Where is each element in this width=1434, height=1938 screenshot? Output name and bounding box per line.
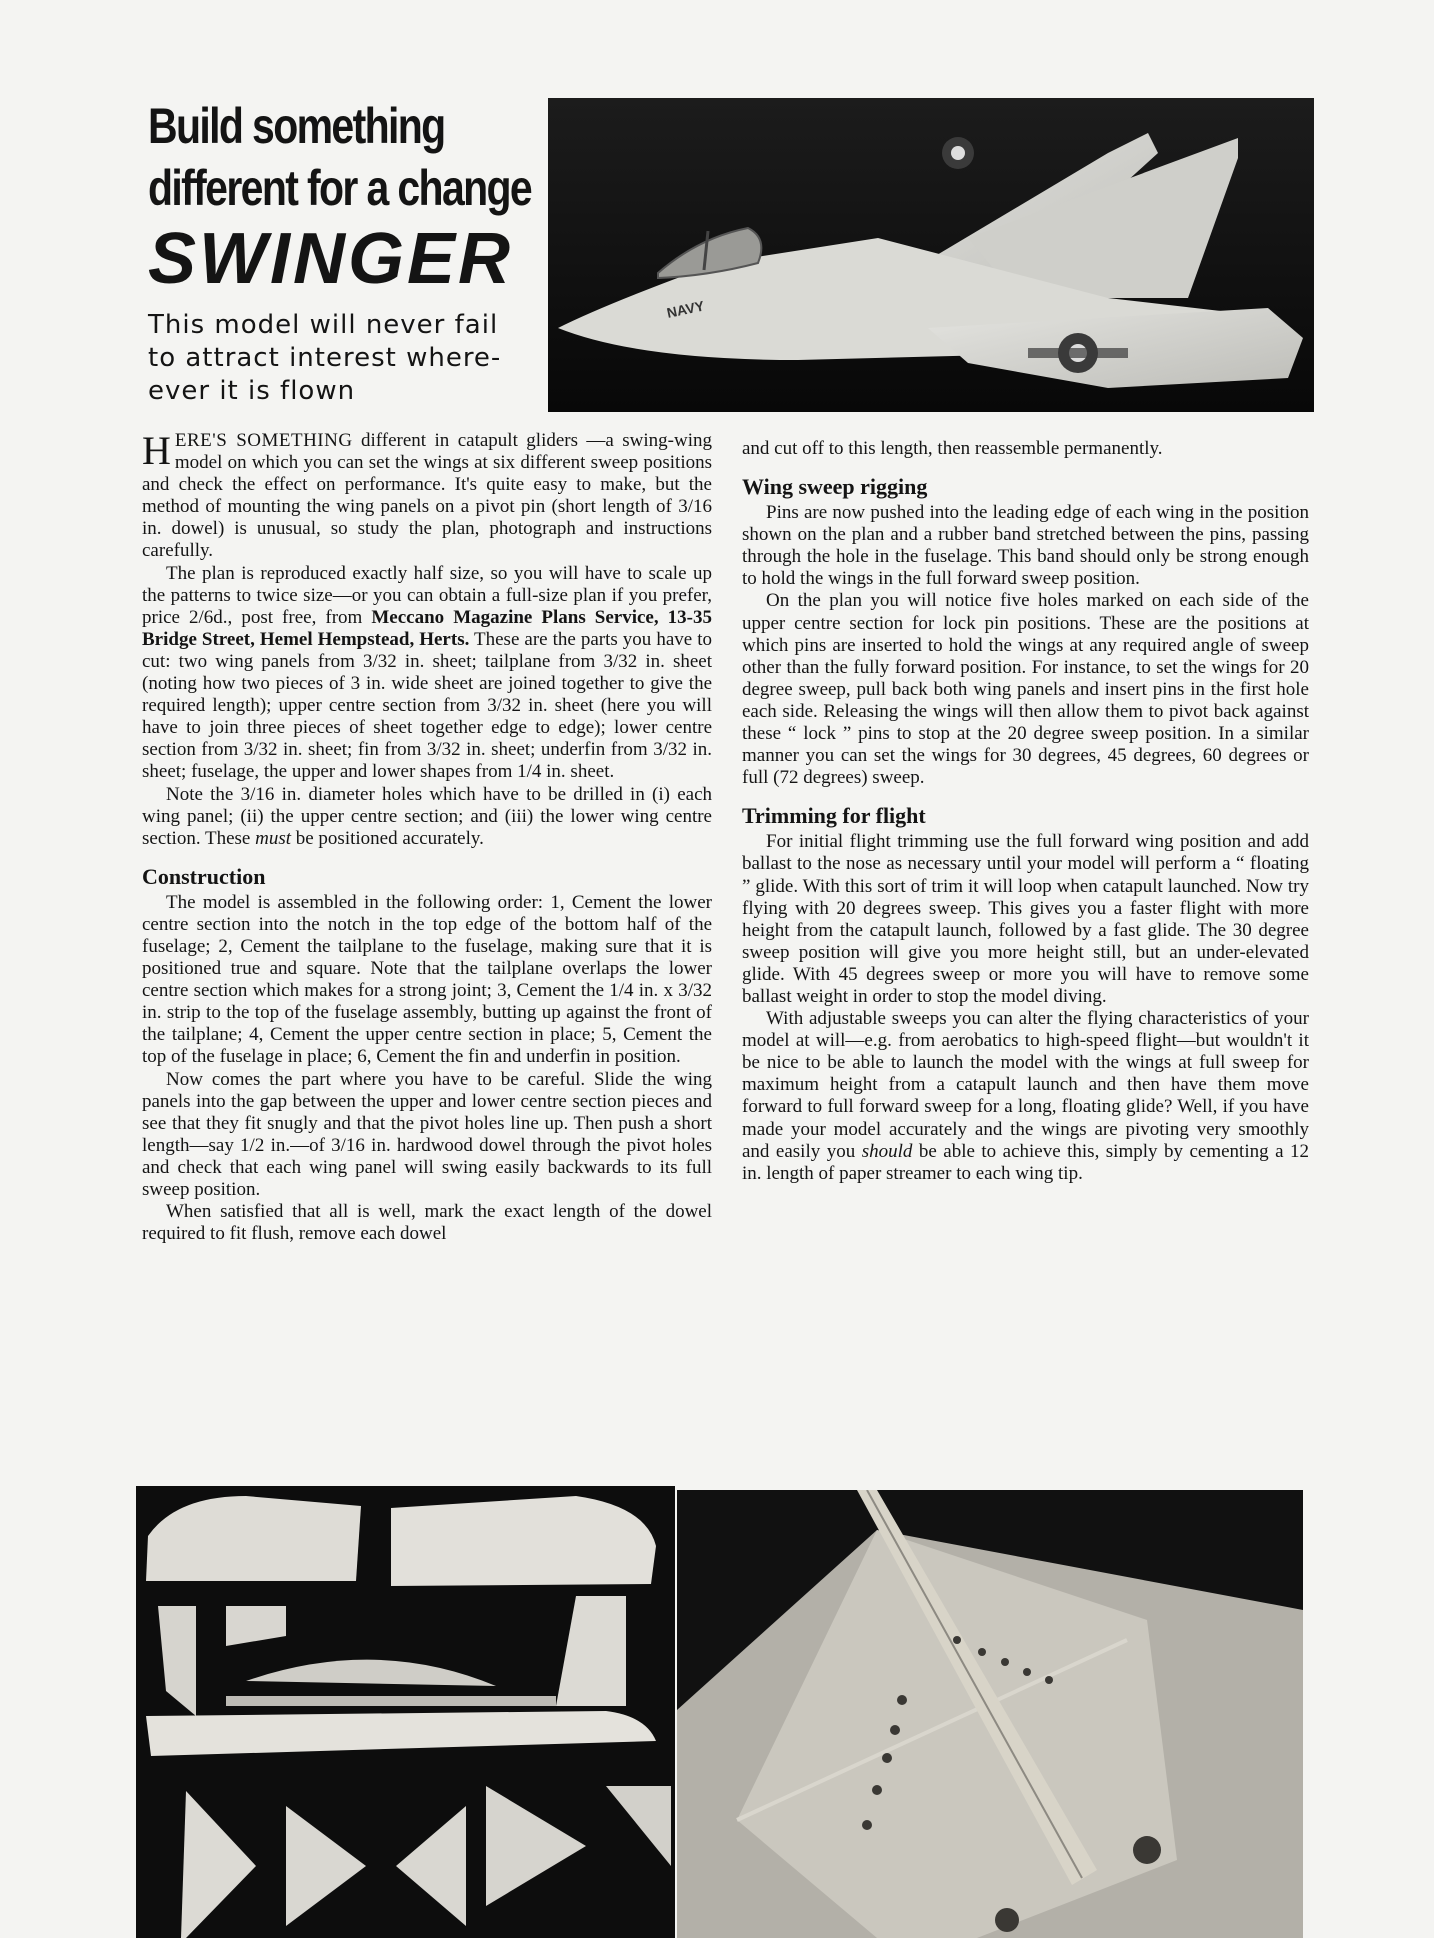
paragraph: Note the 3/16 in. diameter holes which have to be drilled in (i) each wing panel; (ii) the upper centre section; and (iii) the lower wing centre section. These must be positioned accurately. xyxy=(142,783,712,849)
drop-cap: H xyxy=(142,428,171,473)
cut-parts-photo xyxy=(136,1486,675,1938)
navy-marking: NAVY xyxy=(665,297,706,321)
paragraph: With adjustable sweeps you can alter the flying characteristics of your model at will—e.g. from aerobatics to high-speed flight—but wouldn't it be nice to be able to launch the model with the wings at full sweep for maximum height from a catapult launch and then have them move forward to full forward sweep for a long, floating glide? Well, if you have made your model accurately and the wings are pivoting very smoothly and easily you should be able to achieve this, simply by cementing a 12 in. length of paper streamer to each wing tip. xyxy=(742,1008,1309,1184)
paragraph: Pins are now pushed into the leading edge of each wing in the position shown on the plan and a rubber band stretched between the pins, passing through the hole in the fuselage. This band should only be strong enough to hold the wings in the full forward sweep position. xyxy=(742,502,1309,590)
wing-pivot-closeup-photo xyxy=(677,1490,1303,1938)
paragraph: The model is assembled in the following order: 1, Cement the lower centre section into the notch in the top edge of the bottom half of the fuselage; 2, Cement the tailplane to the fuselage, making sure that it is positioned true and square. Note that the tailplane overlaps the lower centre section which makes for a strong joint; 3, Cement the 1/4 in. x 3/32 in. strip to the top of the fuselage assembly, butting up against the front of the tailplane; 4, Cement the upper centre section in place; 5, Cement the top of the fuselage in place; 6, Cement the fin and underfin in position. xyxy=(142,891,712,1068)
heading-trimming-for-flight: Trimming for flight xyxy=(742,803,926,829)
intro-line: This model will never fail xyxy=(148,310,499,340)
paragraph: HERE'S SOMETHING different in catapult gliders —a swing-wing model on which you can set the wings at six different sweep positions and check the effect on performance. It's quite easy to make, but the method of mounting the wing panels on a pivot pin (short length of 3/16 in. dowel) is unusual, so study the plan, photograph and instructions carefully. xyxy=(142,428,713,562)
article-title: SWINGER xyxy=(148,219,514,299)
intro-line: to attract interest where- xyxy=(148,343,502,373)
headline-line-2: different for a change xyxy=(148,160,532,216)
plans-service-address: Meccano Magazine Plans Service, 13-35 Bridge Street, Hemel Hempstead, Herts. xyxy=(142,606,712,650)
heading-wing-sweep-rigging: Wing sweep rigging xyxy=(742,474,928,500)
headline-block xyxy=(148,95,540,408)
headline-line-1: Build something xyxy=(148,98,445,154)
column-left xyxy=(142,430,712,1245)
intro-text xyxy=(148,309,540,408)
paragraph: For initial flight trimming use the full forward wing position and add ballast to the nose as necessary until your model will perform a “ floating ” glide. With this sort of trim it will loop when catapult launched. Now try flying with 20 degrees sweep. This gives you a faster flight with more height from the catapult launch, followed by a fast glide. The 30 degree sweep position will give you more height still, but an under-elevated glide. With 45 degrees sweep or more you will have to remove some ballast weight in order to stop the model diving. xyxy=(742,831,1309,1007)
paragraph: The plan is reproduced exactly half size, so you will have to scale up the patterns to twice size—or you can obtain a full-size plan if you prefer, price 2/6d., post free, from Meccano Magazine Plans Service, 13-35 Bridge Street, Hemel Hempstead, Herts. These are the parts you have to cut: two wing panels from 3/32 in. sheet; tailplane from 3/32 in. sheet (noting how two pieces of 3 in. wide sheet are joined together to give the required length); upper centre section from 3/32 in. sheet (here you will have to join three pieces of sheet together edge to edge); lower centre section from 3/32 in. sheet; fin from 3/32 in. sheet; underfin from 3/32 in. sheet; fuselage, the upper and lower shapes from 1/4 in. sheet. xyxy=(142,562,712,783)
paragraph: Now comes the part where you have to be careful. Slide the wing panels into the gap between the upper and lower centre section pieces and see that they fit snugly and that the pivot holes line up. Then push a short length—say 1/2 in.—of 3/16 in. hardwood dowel through the pivot holes and check that each wing panel will swing easily backwards to its full sweep position. xyxy=(142,1068,712,1200)
paragraph: and cut off to this length, then reassemble permanently. xyxy=(742,438,1163,459)
heading-construction: Construction xyxy=(142,863,266,889)
paragraph: On the plan you will notice five holes marked on each side of the upper centre section for lock pin positions. These are the positions at which pins are inserted to hold the wings at any required angle of sweep other than the fully forward position. For instance, to set the wings for 20 degree sweep, pull back both wing panels and insert pins in the first hole each side. Releasing the wings will then allow them to pivot back against these “ lock ” pins to stop at the 20 degree sweep position. In a similar manner you can set the wings for 30 degrees, 45 degrees, 60 degrees or full (72 degrees) sweep. xyxy=(742,590,1309,789)
column-right xyxy=(742,438,1309,1185)
intro-line: ever it is flown xyxy=(148,376,356,406)
model-glider-photo xyxy=(548,98,1314,412)
paragraph: When satisfied that all is well, mark the exact length of the dowel required to fit flush, remove each dowel xyxy=(142,1201,712,1245)
